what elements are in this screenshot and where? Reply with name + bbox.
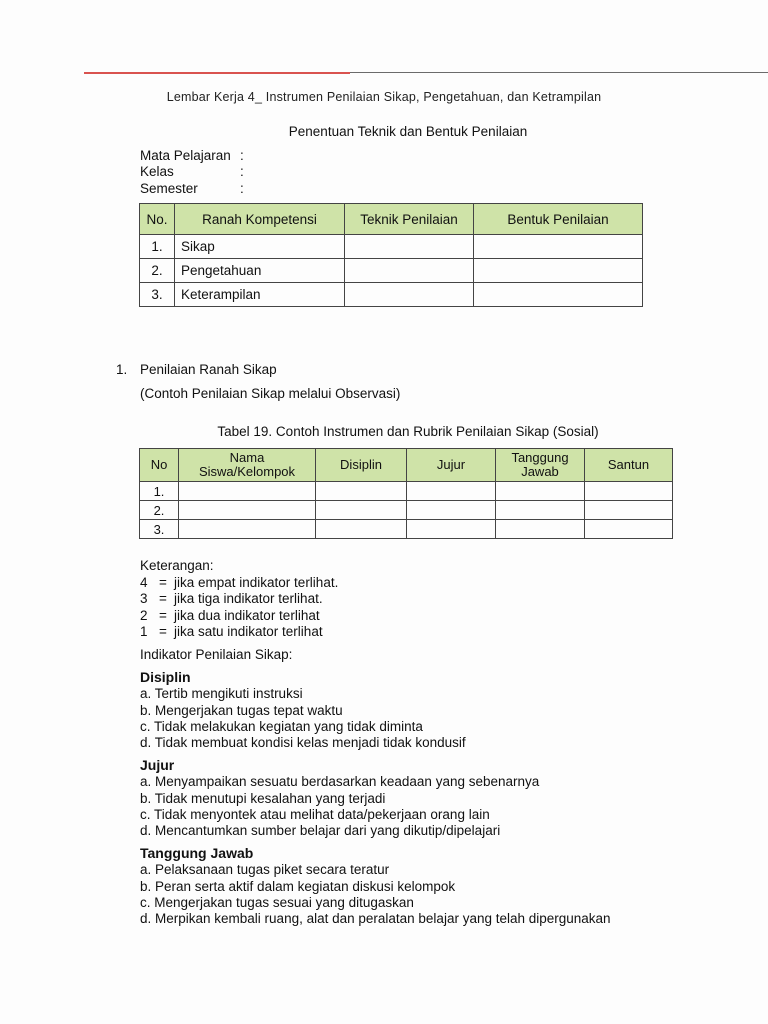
legend-score: 4 — [140, 574, 148, 590]
cell-discipline — [316, 520, 407, 539]
cell-name — [179, 520, 316, 539]
list-item: d. Mencantumkan sumber belajar dari yang dikutip/dipelajari — [140, 823, 501, 839]
cell-responsibility — [496, 520, 585, 539]
honesty-indicators — [140, 757, 539, 839]
responsibility-heading: Tanggung Jawab — [140, 845, 254, 861]
cell-no: 2. — [140, 501, 179, 520]
cell-technique — [345, 283, 474, 307]
col-header-discipline: Disiplin — [316, 449, 407, 482]
list-item: d. Merpikan kembali ruang, alat dan peralatan belajar yang telah dipergunakan — [140, 911, 611, 927]
header-rule — [350, 72, 768, 73]
cell-form — [474, 259, 643, 283]
list-item: b. Mengerjakan tugas tepat waktu — [140, 702, 343, 718]
legend-item — [140, 591, 338, 608]
legend-text: jika tiga indikator terlihat. — [174, 591, 323, 606]
cell-domain: Keterampilan — [175, 283, 345, 307]
cell-no: 3. — [140, 520, 179, 539]
col-header-domain: Ranah Kompetensi — [175, 204, 345, 235]
legend-eq: = — [159, 591, 167, 606]
cell-no: 2. — [140, 259, 175, 283]
list-item: b. Tidak menutupi kesalahan yang terjadi — [140, 790, 386, 806]
discipline-indicators — [140, 669, 466, 751]
cell-discipline — [316, 501, 407, 520]
header-rule-accent — [84, 72, 350, 74]
meta-row-subject — [140, 148, 244, 164]
legend-score: 1 — [140, 624, 148, 639]
table-row — [140, 501, 673, 520]
list-item: c. Tidak melakukan kegiatan yang tidak diminta — [140, 718, 423, 734]
meta-label: Mata Pelajaran — [140, 148, 231, 163]
legend-title: Keterangan: — [140, 558, 214, 573]
legend-text: jika empat indikator terlihat. — [174, 574, 339, 590]
legend-text: jika dua indikator terlihat — [174, 607, 320, 623]
legend-text: jika satu indikator terlihat — [174, 624, 323, 639]
cell-form — [474, 283, 643, 307]
honesty-heading: Jujur — [140, 757, 175, 773]
col-header-no: No. — [140, 204, 175, 235]
cell-name — [179, 501, 316, 520]
cell-discipline — [316, 482, 407, 501]
legend-item — [140, 575, 338, 592]
legend-eq: = — [159, 624, 167, 639]
table-row — [140, 235, 643, 259]
cell-politeness — [585, 520, 673, 539]
cell-technique — [345, 259, 474, 283]
meta-row-class — [140, 164, 244, 180]
section-heading: Penilaian Ranah Sikap — [140, 362, 277, 377]
section-subheading: (Contoh Penilaian Sikap melalui Observasi) — [140, 386, 401, 401]
meta-sep: : — [240, 164, 244, 179]
table-header-row — [140, 204, 643, 235]
col-header-no: No — [140, 449, 179, 482]
page-header: Lembar Kerja 4_ Instrumen Penilaian Sikap, Pengetahuan, dan Ketrampilan — [166, 90, 602, 104]
cell-form — [474, 235, 643, 259]
legend-eq: = — [159, 607, 167, 623]
meta-label: Kelas — [140, 164, 174, 179]
cell-name — [179, 482, 316, 501]
table-row — [140, 259, 643, 283]
legend-eq: = — [159, 574, 167, 590]
meta-sep: : — [240, 148, 244, 163]
cell-no: 1. — [140, 482, 179, 501]
cell-responsibility — [496, 482, 585, 501]
responsibility-indicators — [140, 845, 611, 927]
table-header-row — [140, 449, 673, 482]
col-header-form: Bentuk Penilaian — [474, 204, 643, 235]
meta-sep: : — [240, 181, 244, 196]
legend-score: 2 — [140, 607, 148, 623]
table-row — [140, 520, 673, 539]
cell-no: 1. — [140, 235, 175, 259]
cell-technique — [345, 235, 474, 259]
table-row — [140, 283, 643, 307]
cell-responsibility — [496, 501, 585, 520]
list-item: a. Tertib mengikuti instruksi — [140, 686, 303, 702]
discipline-heading: Disiplin — [140, 669, 191, 685]
list-item: a. Menyampaikan sesuatu berdasarkan keadaan yang sebenarnya — [140, 774, 540, 790]
list-item: b. Peran serta aktif dalam kegiatan diskusi kelompok — [140, 878, 456, 894]
col-header-politeness: Santun — [585, 449, 673, 482]
table-row — [140, 482, 673, 501]
cell-honesty — [407, 520, 496, 539]
meta-row-semester — [140, 181, 244, 197]
col-header-responsibility: Tanggung Jawab — [496, 449, 585, 482]
legend-block — [140, 558, 338, 641]
indicator-title: Indikator Penilaian Sikap: — [140, 647, 293, 662]
cell-domain: Sikap — [175, 235, 345, 259]
cell-honesty — [407, 501, 496, 520]
cell-honesty — [407, 482, 496, 501]
col-header-name: Nama Siswa/Kelompok — [179, 449, 316, 482]
table-caption: Tabel 19. Contoh Instrumen dan Rubrik Penilaian Sikap (Sosial) — [217, 424, 599, 439]
list-item: c. Mengerjakan tugas sesuai yang ditugaskan — [140, 894, 414, 910]
section-title: Penentuan Teknik dan Bentuk Penilaian — [288, 124, 528, 139]
legend-score: 3 — [140, 591, 148, 606]
cell-politeness — [585, 501, 673, 520]
cell-politeness — [585, 482, 673, 501]
list-item: d. Tidak membuat kondisi kelas menjadi tidak kondusif — [140, 735, 466, 751]
col-header-technique: Teknik Penilaian — [345, 204, 474, 235]
cell-domain: Pengetahuan — [175, 259, 345, 283]
col-header-honesty: Jujur — [407, 449, 496, 482]
list-item: a. Pelaksanaan tugas piket secara teratur — [140, 862, 390, 878]
cell-no: 3. — [140, 283, 175, 307]
assessment-technique-table — [139, 203, 643, 307]
attitude-rubric-table — [139, 448, 673, 539]
section-number: 1. — [116, 362, 128, 377]
legend-item — [140, 624, 338, 641]
meta-label: Semester — [140, 181, 198, 196]
list-item: c. Tidak menyontek atau melihat data/pekerjaan orang lain — [140, 806, 490, 822]
legend-item — [140, 608, 338, 625]
